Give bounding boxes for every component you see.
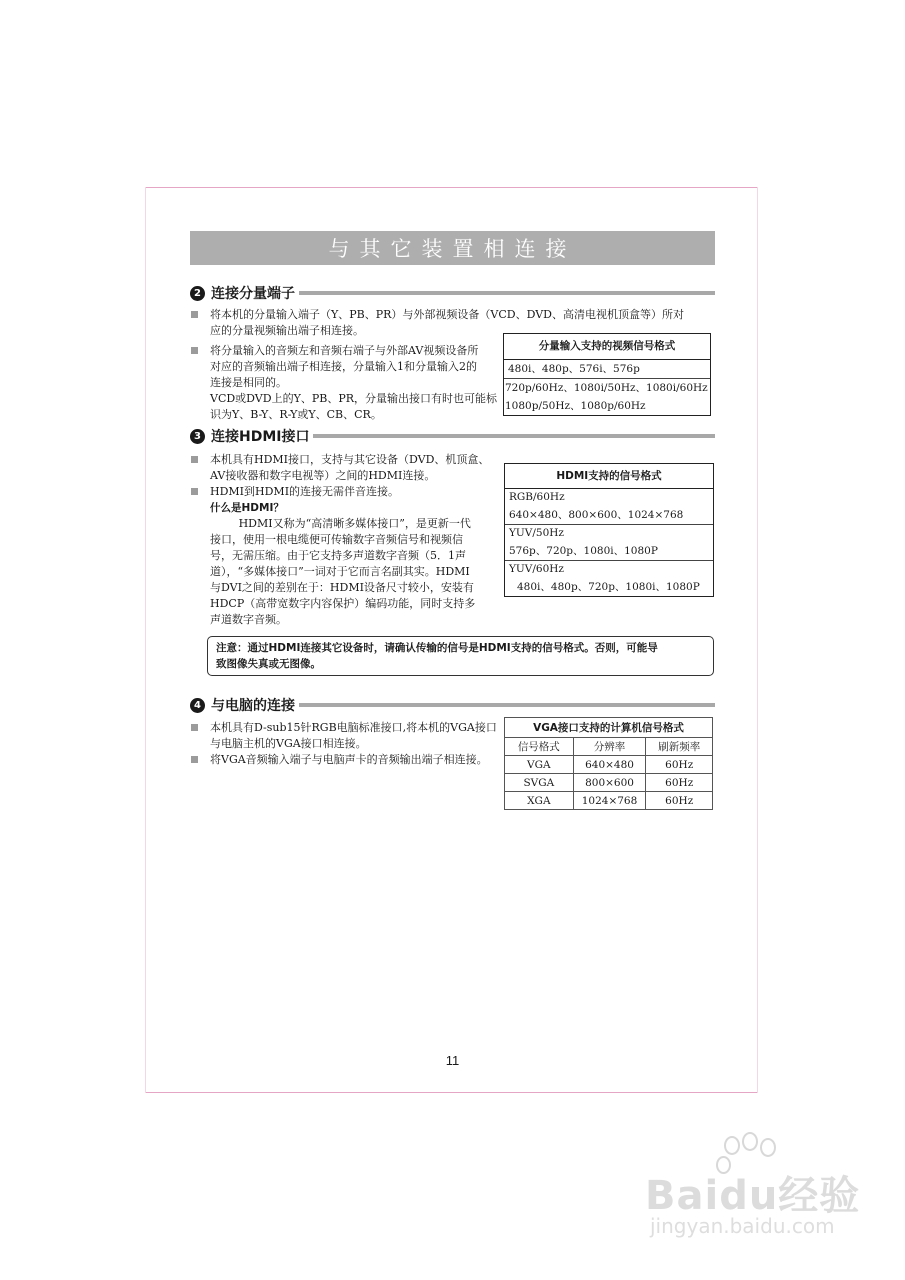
watermark-logo: Baidu经验 [645, 1173, 861, 1219]
bullet-square-icon [191, 488, 198, 495]
table-row [505, 774, 713, 792]
page-frame-top [145, 187, 758, 188]
bullet-item: 将本机的分量输入端子（Y、PB、PR）与外部视频设备（VCD、DVD、高清电视机顶盒等）所对 [190, 307, 715, 323]
bullet-item: 将分量输入的音频左和音频右端子与外部AV视频设备所 [190, 343, 500, 359]
table-row [505, 792, 713, 810]
table-group [505, 525, 713, 561]
table-row: 640×480、800×600、1024×768 [509, 509, 684, 521]
hdmi-format-table [504, 463, 714, 597]
page-number: 11 [445, 1053, 460, 1068]
paragraph-line: 道），“多媒体接口”一词对于它而言名副其实。HDMI [210, 565, 470, 578]
section-rule [313, 434, 715, 438]
table-row: YUV/60Hz [509, 563, 564, 575]
paragraph-line: 应的分量视频输出端子相连接。 [210, 324, 364, 337]
page-frame-right [757, 187, 758, 1093]
table-row: 480i、480p、576i、576p [504, 360, 710, 379]
section-header-component [190, 283, 715, 303]
paragraph-line: HDCP（高带宽数字内容保护）编码功能，同时支持多 [210, 597, 476, 610]
section-header-pc [190, 695, 715, 715]
bullet-square-icon [191, 456, 198, 463]
table-header: HDMI支持的信号格式 [505, 464, 713, 489]
table-row: YUV/50Hz [509, 527, 564, 539]
paragraph-line: 与DVI之间的差别在于：HDMI设备尺寸较小，安装有 [210, 581, 474, 594]
table-row: 576p、720p、1080i、1080P [509, 545, 658, 557]
notice-line: 致图像失真或无图像。 [216, 658, 321, 670]
paragraph-line: 对应的音频输出端子相连接，分量输入1和分量输入2的 [210, 360, 477, 373]
section-title: 与电脑的连接 [211, 698, 295, 714]
section-number-badge: 4 [190, 698, 205, 713]
bullet-item: 将VGA音频输入端子与电脑声卡的音频输出端子相连接。 [190, 752, 502, 768]
page-frame-left [145, 187, 146, 1093]
table-row [505, 756, 713, 774]
paragraph-line: 号，无需压缩。由于它支持多声道数字音频（5．1声 [210, 549, 466, 562]
table-caption: VGA接口支持的计算机信号格式 [505, 718, 713, 738]
bullet-square-icon [191, 756, 198, 763]
page-title-band [190, 231, 715, 265]
table-cell: 60Hz [646, 756, 713, 774]
bullet-item: 本机具有D-sub15针RGB电脑标准接口,将本机的VGA接口 [190, 720, 502, 736]
component-format-table [503, 333, 711, 416]
page-frame-bottom [145, 1092, 758, 1093]
section-rule [299, 703, 715, 707]
table-cell: XGA [505, 792, 574, 810]
page-title: 与其它装置相连接 [328, 237, 577, 261]
column-header: 信号格式 [505, 738, 574, 756]
paragraph-line: AV接收器和数字电视等）之间的HDMI连接。 [210, 469, 436, 482]
paragraph-line: 连接是相同的。 [210, 376, 287, 389]
table-row: 480i、480p、720p、1080i、1080P [517, 581, 700, 593]
table-cell: 1024×768 [573, 792, 646, 810]
vga-format-table [504, 717, 713, 810]
paragraph-line: HDMI又称为“高清晰多媒体接口”，是更新一代 [238, 517, 471, 530]
bullet-square-icon [191, 311, 198, 318]
table-cell: VGA [505, 756, 574, 774]
column-header: 刷新频率 [646, 738, 713, 756]
section-number-badge: 3 [190, 429, 205, 444]
component-audio-text [190, 343, 500, 423]
table-row: 720p/60Hz、1080i/50Hz、1080i/60Hz [505, 382, 708, 394]
section-title: 连接HDMI接口 [211, 429, 310, 445]
section-number-badge: 2 [190, 286, 205, 301]
table-cell: 60Hz [646, 774, 713, 792]
bullet-item: HDMI到HDMI的连接无需伴音连接。 [190, 484, 500, 500]
bullet-square-icon [191, 724, 198, 731]
paragraph-line: 识为Y、B-Y、R-Y或Y、CB、CR。 [210, 408, 382, 421]
notice-box [207, 636, 714, 676]
hdmi-text [190, 452, 500, 628]
column-header: 分辨率 [573, 738, 646, 756]
watermark-url: jingyan.baidu.com [650, 1214, 835, 1238]
paragraph-line: 与电脑主机的VGA接口相连接。 [210, 737, 367, 750]
bullet-square-icon [191, 347, 198, 354]
section-title: 连接分量端子 [211, 286, 295, 302]
table-row: RGB/60Hz [509, 491, 565, 503]
table-cell: 640×480 [573, 756, 646, 774]
bullet-item: 本机具有HDMI接口，支持与其它设备（DVD、机顶盒、 [190, 452, 500, 468]
table-group [505, 489, 713, 525]
table-header: 分量输入支持的视频信号格式 [504, 334, 710, 360]
paragraph-line: VCD或DVD上的Y、PB、PR，分量输出接口有时也可能标 [210, 392, 497, 405]
section-rule [299, 291, 715, 295]
table-group [505, 561, 713, 596]
pc-text [190, 720, 502, 768]
section-header-hdmi [190, 426, 715, 446]
paragraph-line: 声道数字音频。 [210, 613, 287, 626]
notice-line: 注意：通过HDMI连接其它设备时，请确认传输的信号是HDMI支持的信号格式。否则，可能导 [216, 642, 658, 654]
table-cell: 60Hz [646, 792, 713, 810]
subheading: 什么是HDMI？ [210, 502, 284, 514]
table-cell: 800×600 [573, 774, 646, 792]
table-cell: SVGA [505, 774, 574, 792]
paragraph-line: 接口，使用一根电缆便可传输数字音频信号和视频信 [210, 533, 463, 546]
table-row: 1080p/50Hz、1080p/60Hz [505, 400, 646, 412]
